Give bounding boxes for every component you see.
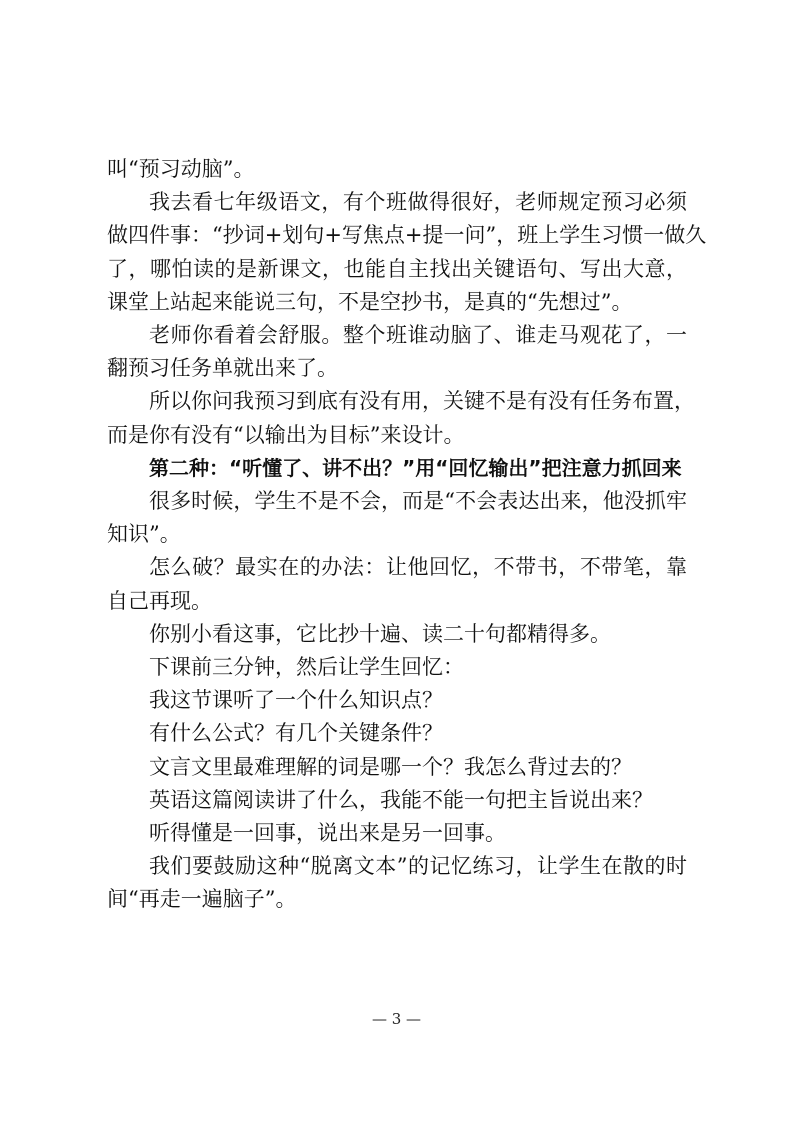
paragraph-line: 老师你看着会舒服。整个班谁动脑了、谁走马观花了，一 xyxy=(149,323,687,348)
paragraph-line: 所以你问我预习到底有没有用，关键不是有没有任务布置， xyxy=(149,389,695,414)
paragraph-line: 而是你有没有“以输出为目标”来设计。 xyxy=(107,422,465,447)
paragraph-line: 做四件事：“抄词+划句+写焦点+提一问”，班上学生习惯一做久 xyxy=(107,223,707,248)
paragraph-line: 你别小看这事，它比抄十遍、读二十句都精得多。 xyxy=(149,621,611,646)
paragraph-line: 间“再走一遍脑子”。 xyxy=(107,887,297,912)
paragraph-line: 我们要鼓励这种“脱离文本”的记忆练习，让学生在散的时 xyxy=(149,854,687,879)
section-heading: 第二种：“听懂了、讲不出？”用“回忆输出”把注意力抓回来 xyxy=(149,455,682,480)
page-number: — 3 — xyxy=(371,1010,422,1028)
paragraph-line: 了，哪怕读的是新课文，也能自主找出关键语句、写出大意， xyxy=(107,256,687,281)
paragraph-line: 听得懂是一回事，说出来是另一回事。 xyxy=(149,821,506,846)
paragraph-line: 有什么公式？有几个关键条件？ xyxy=(149,721,443,746)
paragraph-line: 我去看七年级语文，有个班做得很好，老师规定预习必须 xyxy=(149,190,687,215)
paragraph-line: 我这节课听了一个什么知识点？ xyxy=(149,688,443,713)
paragraph-line: 很多时候，学生不是不会，而是“不会表达出来，他没抓牢 xyxy=(149,489,687,514)
paragraph-line: 翻预习任务单就出来了。 xyxy=(107,356,338,381)
paragraph-line: 课堂上站起来能说三句，不是空抄书，是真的“先想过”。 xyxy=(107,289,633,314)
paragraph-line: 英语这篇阅读讲了什么，我能不能一句把主旨说出来？ xyxy=(149,787,653,812)
paragraph-line: 怎么破？最实在的办法：让他回忆，不带书，不带笔，靠 xyxy=(149,555,687,580)
paragraph-line: 自己再现。 xyxy=(107,588,212,613)
paragraph-line: 知识”。 xyxy=(107,522,181,547)
paragraph-line: 文言文里最难理解的词是哪一个？我怎么背过去的？ xyxy=(149,754,632,779)
paragraph-line: 下课前三分钟，然后让学生回忆： xyxy=(149,655,464,680)
body-text xyxy=(107,153,707,917)
paragraph-line: 叫“预习动脑”。 xyxy=(107,157,255,181)
